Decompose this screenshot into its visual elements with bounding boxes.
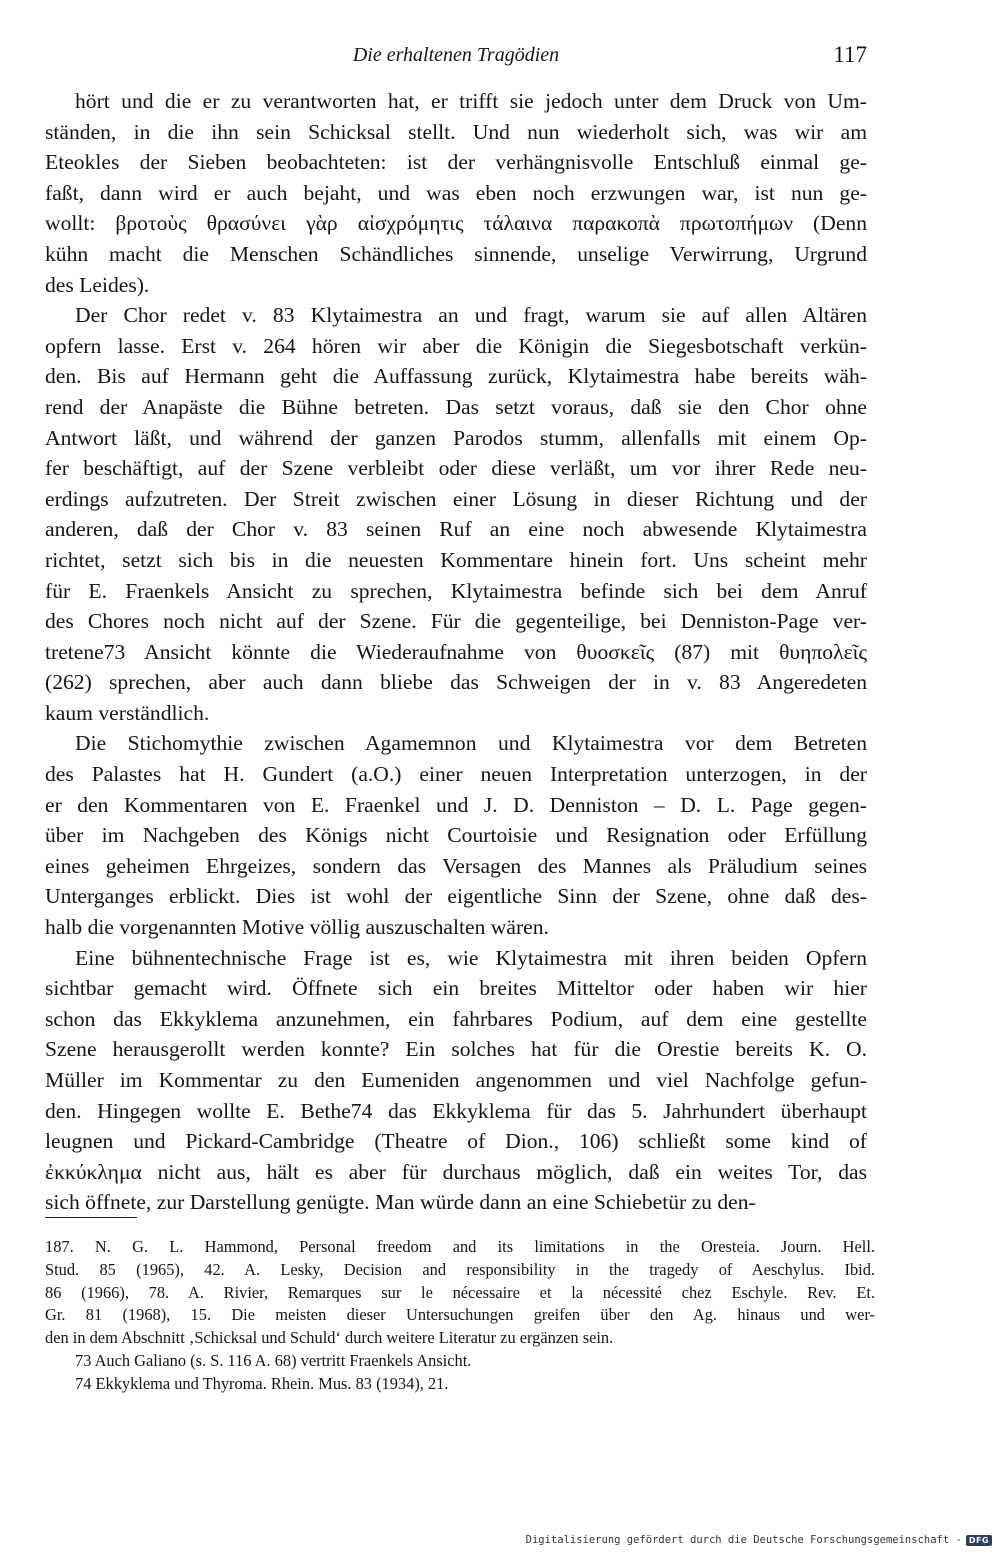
footnote-line: Stud. 85 (1965), 42. A. Lesky, Decision and responsibility in the tragedy of Aeschylus. Ibid. [45, 1259, 875, 1279]
text-line: kühn macht die Menschen Schändliches sinnende, unselige Verwirrung, Urgrund [45, 241, 867, 266]
text-line: ständen, in die ihn sein Schicksal stellt. Und nun wiederholt sich, was wir am [45, 119, 867, 144]
paragraph-1 [45, 86, 867, 300]
footnote-line: 73 Auch Galiano (s. S. 116 A. 68) vertritt Fraenkels Ansicht. [75, 1350, 472, 1370]
running-head [45, 40, 867, 70]
text-line: Eteokles der Sieben beobachteten: ist der verhängnisvolle Entschluß einmal ge- [45, 150, 867, 175]
footnote-73 [45, 1350, 875, 1373]
footnote-187 [45, 1236, 875, 1350]
text-line: den. Hingegen wollte E. Bethe74 das Ekkyklema für das 5. Jahrhundert überhaupt [45, 1098, 867, 1123]
text-line: des Palastes hat H. Gundert (a.O.) einer neuen Interpretation unterzogen, in der [45, 762, 867, 787]
running-title: Die erhaltenen Tragödien [352, 44, 560, 66]
text-line: tretene73 Ansicht könnte die Wiederaufnahme von θυοσκεῖς (87) mit θυηπολεῖς [45, 639, 867, 664]
text-line: hört und die er zu verantworten hat, er trifft sie jedoch unter dem Druck von Um- [75, 89, 867, 113]
text-line: den. Bis auf Hermann geht die Auffassung zurück, Klytaimestra habe bereits wäh- [45, 364, 867, 389]
text-line: opfern lasse. Erst v. 264 hören wir aber die Königin die Siegesbotschaft verkün- [45, 333, 867, 358]
footnote-line: 74 Ekkyklema und Thyroma. Rhein. Mus. 83 (1934), 21. [75, 1373, 449, 1393]
text-line: sich öffnete, zur Darstellung genügte. Man würde dann an eine Schiebetür zu den- [45, 1190, 756, 1215]
text-line: faßt, dann wird er auch bejaht, und was eben noch erzwungen war, ist nun ge- [45, 180, 867, 205]
text-line: Die Stichomythie zwischen Agamemnon und Klytaimestra vor dem Betreten [75, 731, 867, 756]
text-line: erdings aufzutreten. Der Streit zwischen einer Lösung in dieser Richtung und der [45, 486, 867, 511]
digitization-credit [526, 1534, 992, 1546]
text-line: für E. Fraenkels Ansicht zu sprechen, Klytaimestra befinde sich bei dem Anruf [45, 578, 867, 603]
text-line: Unterganges erblickt. Dies ist wohl der eigentliche Sinn der Szene, ohne daß des- [45, 884, 867, 909]
text-line: des Leides). [45, 272, 150, 297]
footnotes [45, 1236, 875, 1396]
paragraph-3 [45, 728, 867, 942]
text-line: rend der Anapäste die Bühne betreten. Das setzt voraus, daß sie den Chor ohne [45, 394, 867, 419]
text-line: ἐκκύκλημα nicht aus, hält es aber für durchaus möglich, daß ein weites Tor, das [45, 1159, 867, 1184]
text-line: sichtbar gemacht wird. Öffnete sich ein breites Mitteltor oder haben wir hier [45, 976, 867, 1001]
text-line: anderen, daß der Chor v. 83 seinen Ruf an eine noch abwesende Klytaimestra [45, 517, 867, 542]
footnote-line: 86 (1966), 78. A. Rivier, Remarques sur le nécessaire et la nécessité chez Eschyle. Rev. Et. [45, 1282, 875, 1302]
text-line: Der Chor redet v. 83 Klytaimestra an und fragt, warum sie auf allen Altären [75, 303, 867, 328]
footnote-rule [45, 1217, 137, 1218]
text-line: schon das Ekkyklema anzunehmen, ein fahrbares Podium, auf dem eine gestellte [45, 1006, 867, 1031]
text-line: richtet, setzt sich bis in die neuesten Kommentare hinein fort. Uns scheint mehr [45, 547, 867, 572]
footnote-line: 187. N. G. L. Hammond, Personal freedom and its limitations in the Oresteia. Journ. Hell. [45, 1237, 875, 1256]
text-line: über im Nachgeben des Königs nicht Courtoisie und Resignation oder Erfüllung [45, 823, 867, 848]
paragraph-2 [45, 300, 867, 728]
text-line: Antwort läßt, und während der ganzen Parodos stumm, allenfalls mit einem Op- [45, 425, 867, 450]
text-line: fer beschäftigt, auf der Szene verbleibt oder diese verläßt, um vor ihrer Rede neu- [45, 456, 867, 481]
footnote-line: Gr. 81 (1968), 15. Die meisten dieser Untersuchungen greifen über den Ag. hinaus und wer- [45, 1305, 875, 1325]
text-line: (262) sprechen, aber auch dann bliebe das Schweigen der in v. 83 Angeredeten [45, 670, 867, 695]
text-line: kaum verständlich. [45, 700, 210, 725]
text-line: Szene herausgerollt werden konnte? Ein solches hat für die Orestie bereits K. O. [45, 1037, 867, 1062]
page-number: 117 [833, 42, 867, 67]
text-line: des Chores noch nicht auf der Szene. Für die gegenteilige, bei Denniston-Page ver- [45, 609, 867, 634]
text-line: Eine bühnentechnische Frage ist es, wie Klytaimestra mit ihren beiden Opfern [75, 945, 867, 970]
text-line: eines geheimen Ehrgeizes, sondern das Versagen des Mannes als Präludium seines [45, 853, 867, 878]
body-text [45, 86, 867, 1218]
footnote-line: den in dem Abschnitt ‚Schicksal und Schuld‘ durch weitere Literatur zu ergänzen sein. [45, 1328, 614, 1348]
text-line: wollt: βροτοὺς θρασύνει γὰρ αἰσχρόμητις τάλαινα παρακοπὰ πρωτοπήμων (Denn [45, 211, 867, 236]
text-line: Müller im Kommentar zu den Eumeniden angenommen und viel Nachfolge gefun- [45, 1068, 867, 1092]
credit-text: Digitalisierung gefördert durch die Deutsche Forschungsgemeinschaft - [525, 1534, 962, 1546]
text-line: halb die vorgenannten Motive völlig auszuschalten wären. [45, 915, 549, 940]
text-line: er den Kommentaren von E. Fraenkel und J. D. Denniston – D. L. Page gegen- [45, 792, 867, 817]
footnote-74 [45, 1373, 875, 1396]
text-line: leugnen und Pickard-Cambridge (Theatre of Dion., 106) schließt some kind of [45, 1129, 867, 1154]
dfg-logo-icon: DFG [966, 1535, 992, 1546]
paragraph-4 [45, 943, 867, 1218]
